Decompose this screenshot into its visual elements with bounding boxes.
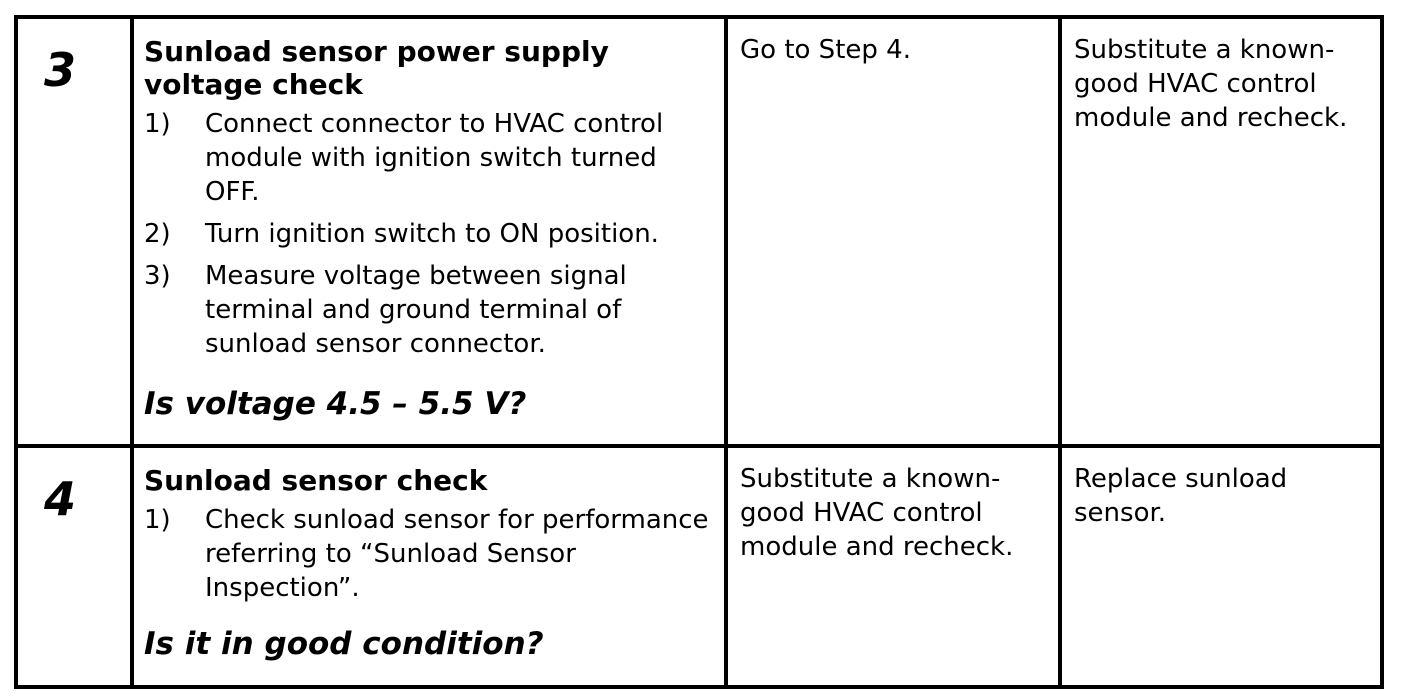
no-result-text: Replace sunload sensor. xyxy=(1074,464,1288,528)
step-number: 4 xyxy=(44,472,77,526)
substep-item xyxy=(144,217,716,251)
substep-number: 1) xyxy=(144,505,171,535)
check-question: Is it in good condition? xyxy=(144,626,544,662)
no-result-text: Substitute a known-good HVAC control module and recheck. xyxy=(1074,35,1348,133)
table-row-step-3 xyxy=(16,17,1382,446)
action-cell xyxy=(132,446,726,687)
substep-number: 3) xyxy=(144,261,171,291)
substep-text: Turn ignition switch to ON position. xyxy=(205,219,659,249)
substep-item xyxy=(144,259,716,361)
check-question: Is voltage 4.5 – 5.5 V? xyxy=(144,386,527,422)
yes-result-text: Go to Step 4. xyxy=(740,35,911,65)
action-cell xyxy=(132,17,726,446)
substep-list xyxy=(134,107,724,361)
yes-result-cell xyxy=(726,446,1060,687)
step-title: Sunload sensor power supply voltage check xyxy=(144,35,609,101)
step-number: 3 xyxy=(44,43,77,97)
substep-text: Check sunload sensor for performance referring to “Sunload Sensor Inspection”. xyxy=(205,505,709,603)
step-title: Sunload sensor check xyxy=(144,464,488,497)
no-result-cell xyxy=(1060,446,1382,687)
substep-item xyxy=(144,503,716,605)
step-number-cell xyxy=(16,446,132,687)
substep-number: 2) xyxy=(144,219,171,249)
substep-item xyxy=(144,107,716,209)
table-row-step-4 xyxy=(16,446,1382,687)
substep-text: Connect connector to HVAC control module with ignition switch turned OFF. xyxy=(205,109,664,207)
substep-list xyxy=(134,503,724,605)
substep-text: Measure voltage between signal terminal and ground terminal of sunload sensor connector. xyxy=(205,261,627,359)
no-result-cell xyxy=(1060,17,1382,446)
troubleshooting-table xyxy=(14,15,1384,689)
substep-number: 1) xyxy=(144,109,171,139)
step-number-cell xyxy=(16,17,132,446)
yes-result-cell xyxy=(726,17,1060,446)
yes-result-text: Substitute a known-good HVAC control module and recheck. xyxy=(740,464,1014,562)
